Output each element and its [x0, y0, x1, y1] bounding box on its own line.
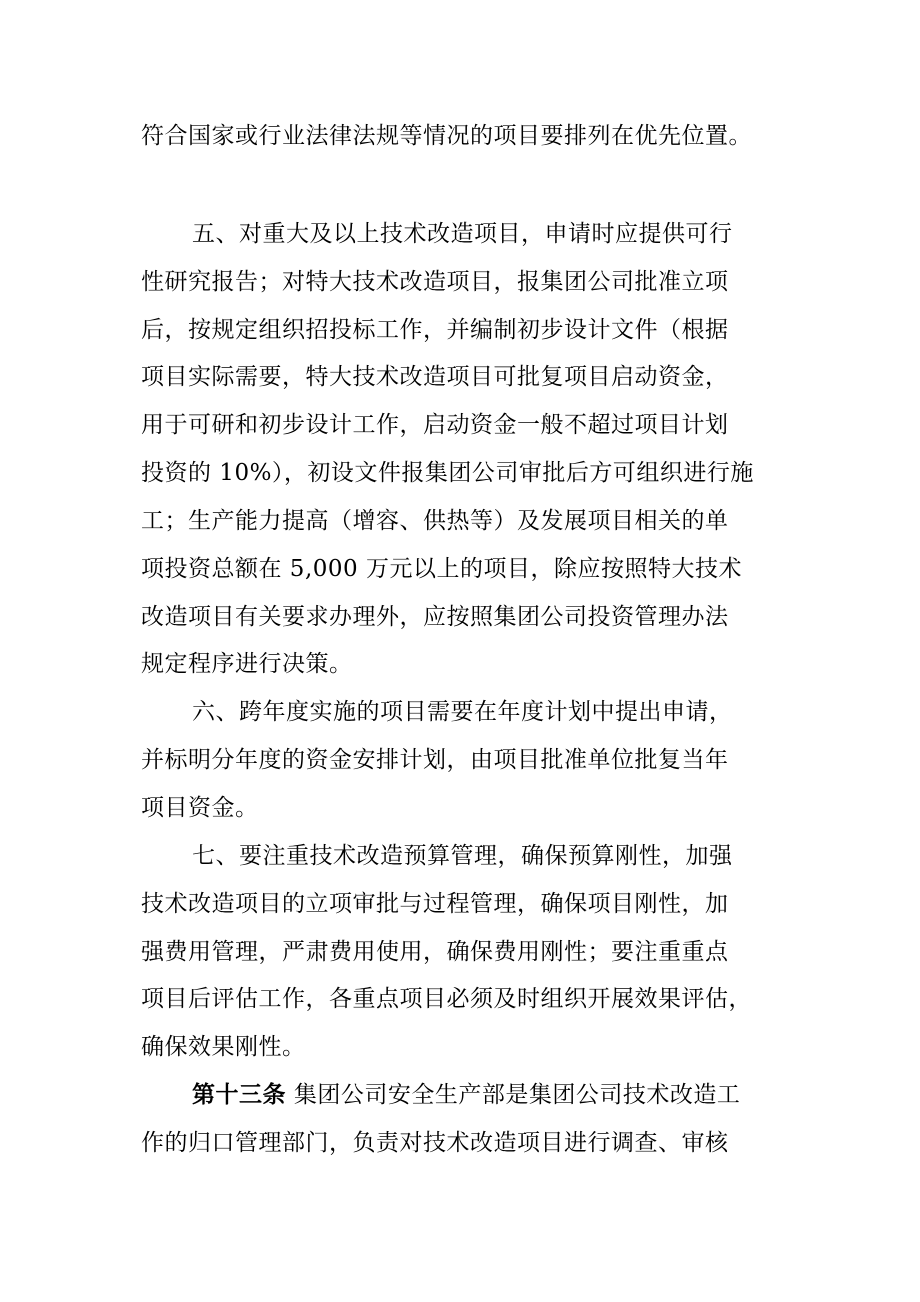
text-line: 五、对重大及以上技术改造项目，申请时应提供可行 [192, 221, 733, 247]
text-line: 投资的 10%），初设文件报集团公司审批后方可组织进行施 [141, 460, 754, 486]
text-line: 项目实际需要，特大技术改造项目可批复项目启动资金， [141, 364, 729, 390]
article-heading: 第十三条 [192, 1081, 286, 1108]
text-line: 性研究报告；对特大技术改造项目，报集团公司批准立项 [141, 269, 729, 295]
text-line: 项目资金。 [141, 795, 259, 821]
text-line: 作的归口管理部门，负责对技术改造项目进行调查、审核 [141, 1130, 729, 1156]
text-line: 项目后评估工作，各重点项目必须及时组织开展效果评估， [141, 986, 752, 1012]
text-line: 用于可研和初步设计工作，启动资金一般不超过项目计划 [141, 412, 729, 438]
text-line: 项投资总额在 5,000 万元以上的项目，除应按照特大技术 [141, 556, 742, 582]
text-line: 改造项目有关要求办理外，应按照集团公司投资管理办法 [141, 604, 729, 630]
text-line: 技术改造项目的立项审批与过程管理，确保项目刚性，加 [141, 891, 729, 917]
text-line: 符合国家或行业法律法规等情况的项目要排列在优先位置。 [141, 123, 752, 149]
text-line: 六、跨年度实施的项目需要在年度计划中提出申请， [192, 699, 733, 725]
text-line: 强费用管理，严肃费用使用，确保费用刚性；要注重重点 [141, 939, 729, 965]
article-line [192, 1080, 740, 1110]
text-line: 七、要注重技术改造预算管理，确保预算刚性，加强 [192, 843, 733, 869]
text-line: 并标明分年度的资金安排计划，由项目批准单位批复当年 [141, 747, 729, 773]
text-line: 后，按规定组织招投标工作，并编制初步设计文件（根据 [141, 317, 729, 343]
text-line: 工；生产能力提高（增容、供热等）及发展项目相关的单 [141, 508, 729, 534]
text-line: 确保效果刚性。 [141, 1034, 306, 1060]
article-text: 集团公司安全生产部是集团公司技术改造工 [293, 1082, 741, 1108]
text-line: 规定程序进行决策。 [141, 651, 353, 677]
